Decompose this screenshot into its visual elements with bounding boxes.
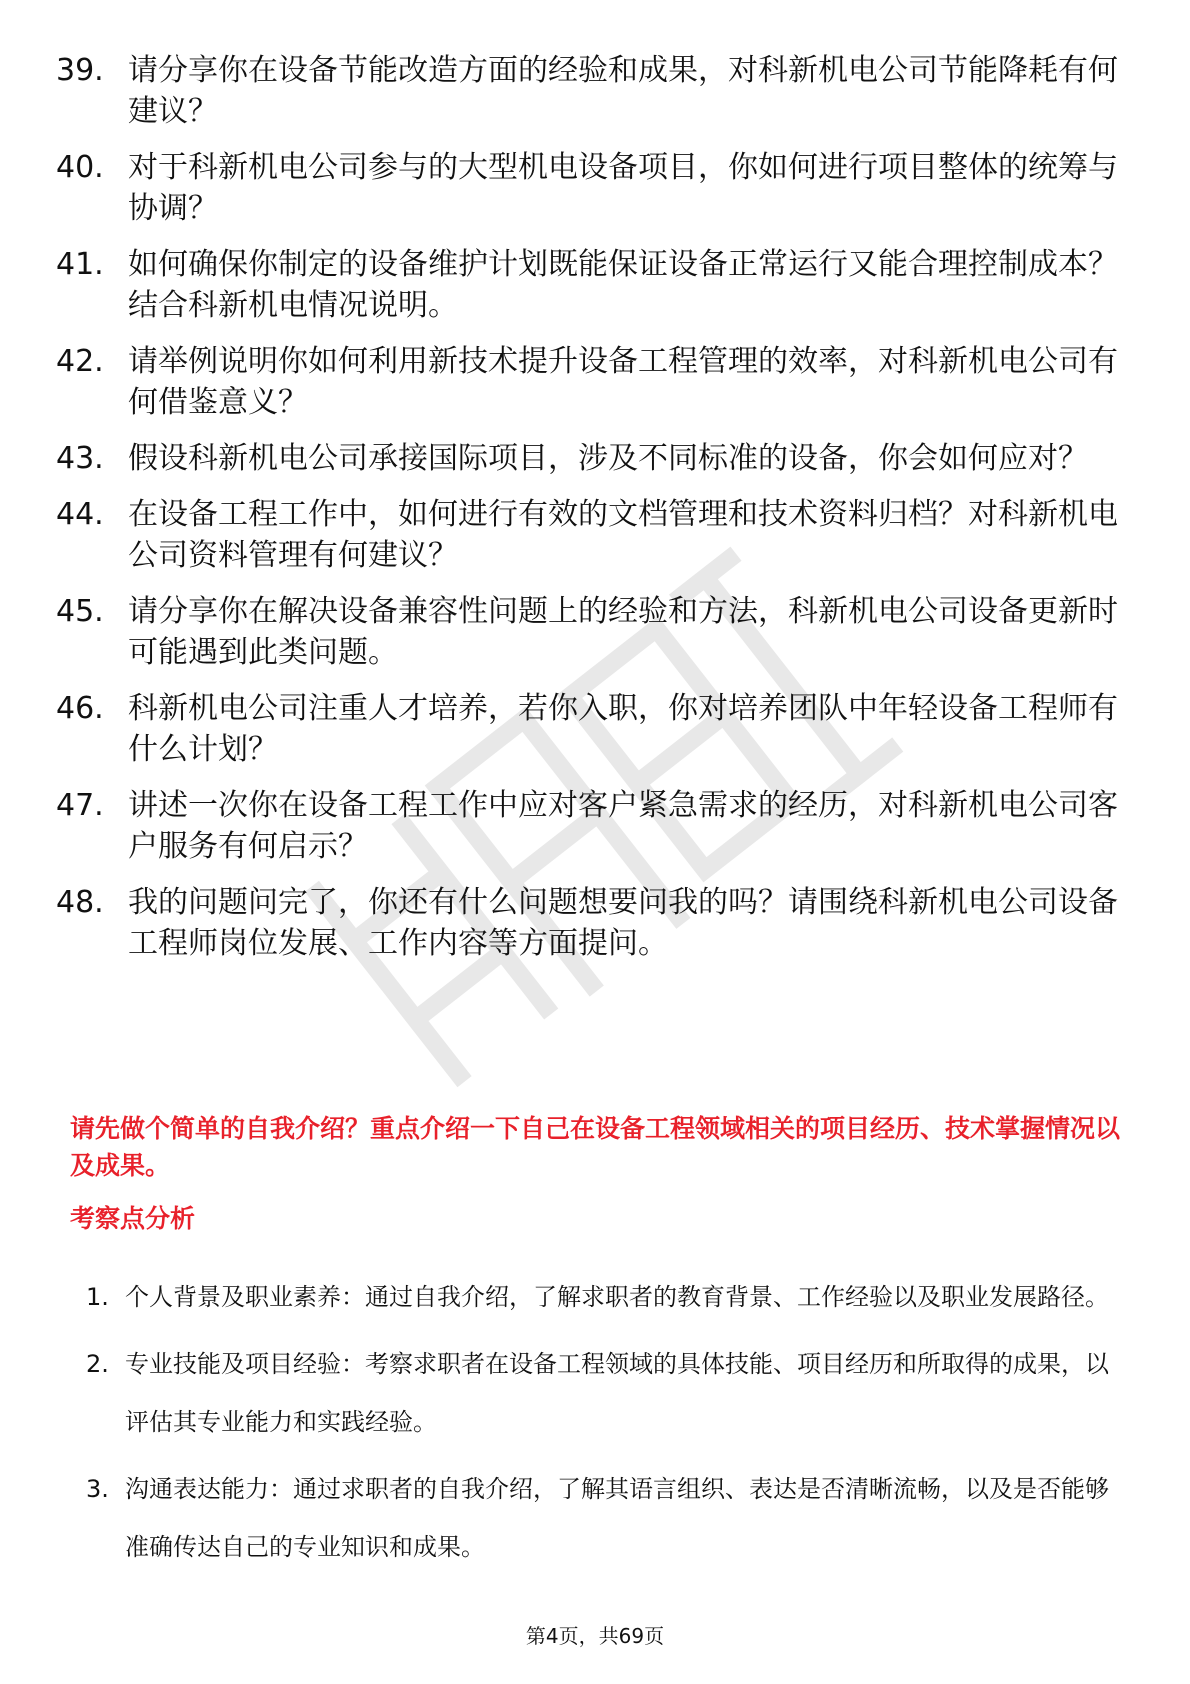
analysis-point-text: 个人背景及职业素养：通过自我介绍，了解求职者的教育背景、工作经验以及职业发展路径。 xyxy=(125,1283,1109,1311)
question-text: 科新机电公司注重人才培养，若你入职，你对培养团队中年轻设备工程师有什么计划？ xyxy=(128,691,1118,767)
analysis-point-text: 专业技能及项目经验：考察求职者在设备工程领域的具体技能、项目经历和所取得的成果，以评估其专业能力和实践经验。 xyxy=(125,1350,1109,1436)
analysis-point xyxy=(86,1335,1126,1451)
question-text: 请举例说明你如何利用新技术提升设备工程管理的效率，对科新机电公司有何借鉴意义？ xyxy=(128,344,1118,420)
question-number: 48. xyxy=(56,885,104,920)
question-item xyxy=(56,147,1136,229)
question-text: 假设科新机电公司承接国际项目，涉及不同标准的设备，你会如何应对？ xyxy=(128,441,1088,476)
analysis-point xyxy=(86,1460,1126,1576)
question-number: 45. xyxy=(56,594,104,629)
question-item xyxy=(56,882,1136,964)
question-text: 请分享你在解决设备兼容性问题上的经验和方法，科新机电公司设备更新时可能遇到此类问题。 xyxy=(128,594,1118,670)
question-item xyxy=(56,438,1136,479)
analysis-title: 考察点分析 xyxy=(70,1204,196,1233)
analysis-point-number: 2. xyxy=(86,1350,109,1378)
question-item xyxy=(56,244,1136,326)
question-text: 在设备工程工作中，如何进行有效的文档管理和技术资料归档？对科新机电公司资料管理有何建议？ xyxy=(128,497,1118,573)
question-text: 我的问题问完了，你还有什么问题想要问我的吗？请围绕科新机电公司设备工程师岗位发展、工作内容等方面提问。 xyxy=(128,885,1118,961)
question-number: 44. xyxy=(56,497,104,532)
question-text: 请分享你在设备节能改造方面的经验和成果，对科新机电公司节能降耗有何建议？ xyxy=(128,53,1118,129)
question-item xyxy=(56,688,1136,770)
page-footer: 第4页，共69页 xyxy=(525,1624,665,1648)
question-number: 46. xyxy=(56,691,104,726)
question-number: 39. xyxy=(56,53,104,88)
question-number: 41. xyxy=(56,247,104,282)
question-list xyxy=(56,50,1136,979)
question-number: 42. xyxy=(56,344,104,379)
analysis-point xyxy=(86,1268,1126,1326)
question-item xyxy=(56,591,1136,673)
question-item xyxy=(56,785,1136,867)
highlight-question: 请先做个简单的自我介绍？重点介绍一下自己在设备工程领域相关的项目经历、技术掌握情况以及成果。 xyxy=(70,1114,1121,1180)
analysis-point-list xyxy=(86,1268,1126,1585)
question-text: 如何确保你制定的设备维护计划既能保证设备正常运行又能合理控制成本？结合科新机电情况说明。 xyxy=(128,247,1118,323)
question-number: 43. xyxy=(56,441,104,476)
question-item xyxy=(56,50,1136,132)
analysis-point-text: 沟通表达能力：通过求职者的自我介绍，了解其语言组织、表达是否清晰流畅，以及是否能够准确传达自己的专业知识和成果。 xyxy=(125,1475,1109,1561)
question-text: 讲述一次你在设备工程工作中应对客户紧急需求的经历，对科新机电公司客户服务有何启示？ xyxy=(128,788,1118,864)
question-text: 对于科新机电公司参与的大型机电设备项目，你如何进行项目整体的统筹与协调？ xyxy=(128,150,1118,226)
analysis-point-number: 3. xyxy=(86,1475,109,1503)
question-number: 47. xyxy=(56,788,104,823)
question-number: 40. xyxy=(56,150,104,185)
analysis-point-number: 1. xyxy=(86,1283,109,1311)
question-item xyxy=(56,494,1136,576)
question-item xyxy=(56,341,1136,423)
